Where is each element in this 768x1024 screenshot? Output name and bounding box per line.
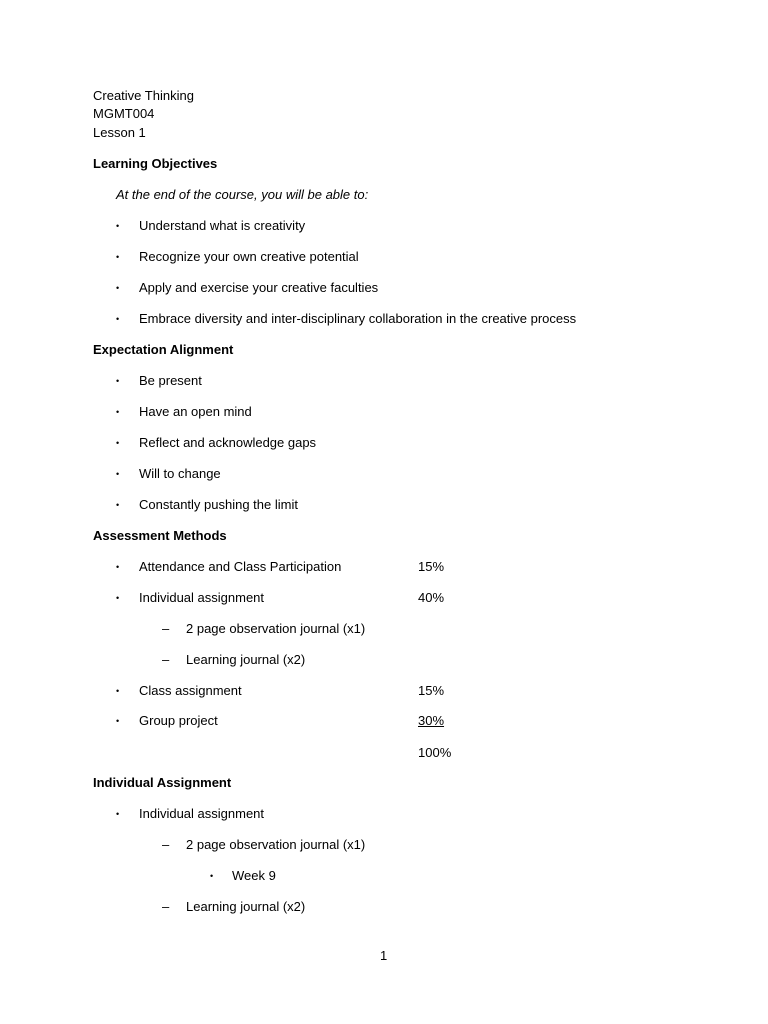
list-item: Recognize your own creative potential (139, 249, 359, 264)
assessment-weight: 15% (418, 559, 445, 574)
bullet-icon: • (116, 593, 120, 603)
list-item: Individual assignment (139, 806, 265, 821)
list-item: Understand what is creativity (139, 218, 306, 233)
lesson-label: Lesson 1 (93, 125, 146, 140)
course-code: MGMT004 (93, 106, 155, 121)
learning-objectives-intro: At the end of the course, you will be able to: (116, 187, 369, 202)
dash-icon: – (162, 837, 170, 852)
list-item: Have an open mind (139, 404, 252, 419)
bullet-icon: • (116, 221, 120, 231)
individual-assignment-heading: Individual Assignment (93, 775, 232, 790)
bullet-icon: • (116, 686, 120, 696)
assessment-sublabel: Learning journal (x2) (186, 652, 306, 667)
assessment-label: Attendance and Class Participation (139, 559, 342, 574)
assessment-label: Group project (139, 713, 218, 728)
list-item: Be present (139, 373, 202, 388)
bullet-icon: • (116, 500, 120, 510)
list-item: Apply and exercise your creative faculties (139, 280, 379, 295)
list-subsubitem: Week 9 (232, 868, 276, 883)
page-number: 1 (380, 948, 388, 963)
assessment-weight: 40% (418, 590, 445, 605)
expectation-alignment-heading: Expectation Alignment (93, 342, 234, 357)
assessment-sublabel: 2 page observation journal (x1) (186, 621, 366, 636)
assessment-methods-heading: Assessment Methods (93, 528, 227, 543)
bullet-icon: • (116, 407, 120, 417)
dash-icon: – (162, 899, 170, 914)
bullet-icon: • (116, 716, 120, 726)
list-item: Constantly pushing the limit (139, 497, 298, 512)
assessment-total: 100% (418, 745, 452, 760)
assessment-label: Individual assignment (139, 590, 265, 605)
bullet-icon: • (116, 469, 120, 479)
assessment-weight: 30% (418, 713, 445, 728)
dash-icon: – (162, 621, 170, 636)
bullet-icon: • (116, 283, 120, 293)
dash-icon: – (162, 652, 170, 667)
list-item: Embrace diversity and inter-disciplinary collaboration in the creative process (139, 311, 577, 326)
bullet-icon: • (116, 809, 120, 819)
learning-objectives-heading: Learning Objectives (93, 156, 218, 171)
bullet-icon: • (116, 252, 120, 262)
assessment-label: Class assignment (139, 683, 242, 698)
list-item: Reflect and acknowledge gaps (139, 435, 317, 450)
assessment-weight: 15% (418, 683, 445, 698)
bullet-icon: • (116, 438, 120, 448)
bullet-icon: • (116, 562, 120, 572)
bullet-icon: • (116, 314, 120, 324)
course-title: Creative Thinking (93, 88, 194, 103)
list-subitem: 2 page observation journal (x1) (186, 837, 366, 852)
list-item: Will to change (139, 466, 221, 481)
list-subitem: Learning journal (x2) (186, 899, 306, 914)
bullet-icon: • (210, 871, 214, 881)
bullet-icon: • (116, 376, 120, 386)
